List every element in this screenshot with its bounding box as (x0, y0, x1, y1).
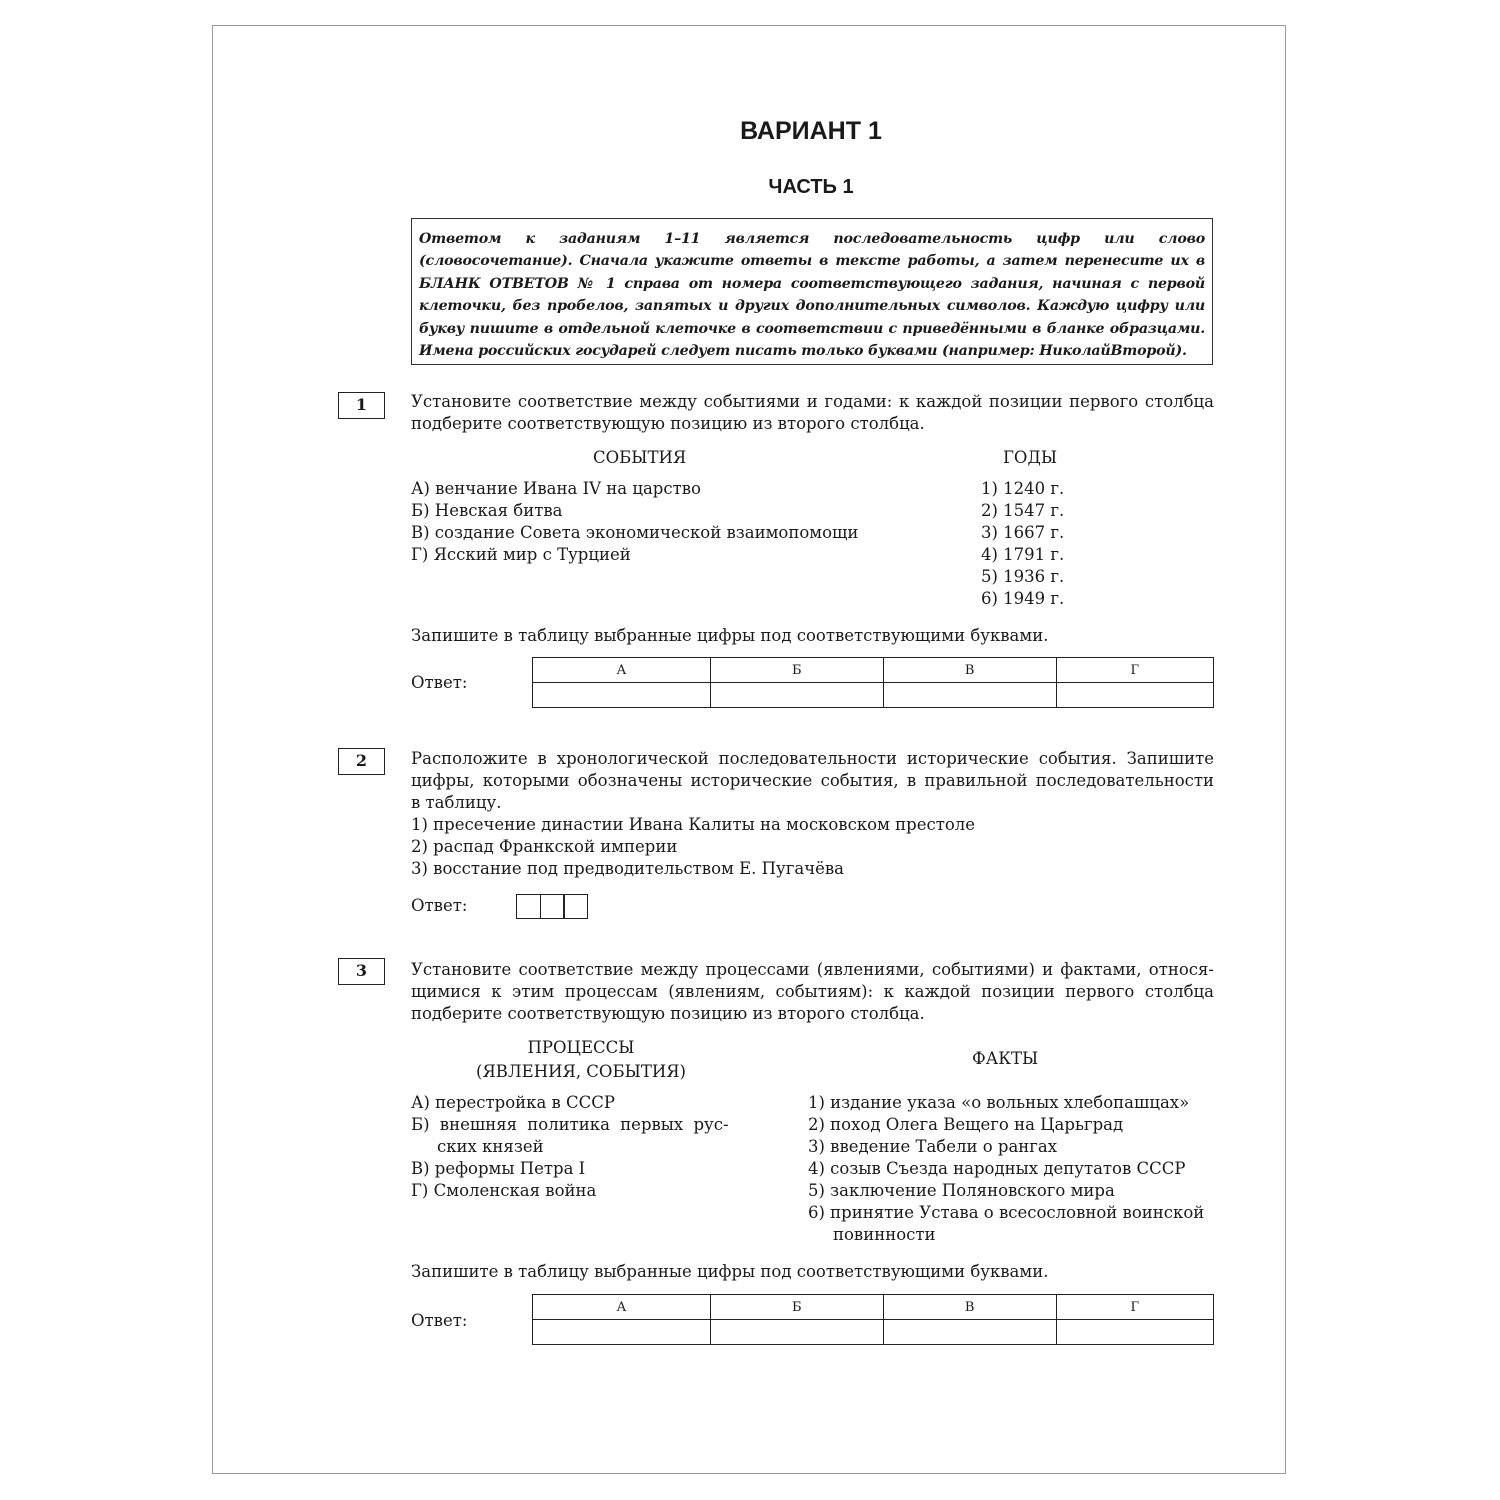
header-line: ПРОЦЕССЫ (527, 1038, 635, 1057)
list-item: 2) поход Олега Вещего на Царьград (808, 1115, 1124, 1134)
list-item: В) реформы Петра I (411, 1159, 586, 1178)
column-header: А (533, 658, 711, 683)
task2-list (411, 814, 975, 880)
instruction-box: Ответом к заданиям 1–11 является последовательность цифр или слово (словосочетание). Сначала укажите ответы в тексте работы, а затем перенесите их в БЛАНК ОТВЕТОВ № 1 справа от номера соответствующего задания, начиная с первой клеточки, без пробелов, запятых и других дополнительных символов. Каждую цифру или букву пишите в отдельной клеточке в соответствии с приведёнными в бланке образцами. Имена российских государей следует писать только буквами (например: НиколайВторой). (411, 218, 1213, 365)
list-item: 5) заключение Поляновского мира (808, 1181, 1115, 1200)
task-number-1: 1 (338, 392, 385, 419)
answer-cell[interactable] (1056, 1320, 1213, 1345)
list-item: 5) 1936 г. (981, 567, 1065, 586)
list-item: ских князей (437, 1137, 544, 1156)
list-item: 2) 1547 г. (981, 501, 1065, 520)
list-item: 1) пресечение династии Ивана Калиты на московском престоле (411, 815, 976, 834)
task-number-3: 3 (338, 958, 385, 985)
list-item: повинности (833, 1225, 936, 1244)
column-header: Г (1056, 1295, 1213, 1320)
list-item: Б) Невская битва (411, 501, 563, 520)
list-item: В) создание Совета экономической взаимопомощи (411, 523, 859, 542)
column-header: В (883, 658, 1056, 683)
column-header: Г (1056, 658, 1213, 683)
answer-cell[interactable] (883, 683, 1056, 708)
list-item: 1) 1240 г. (981, 479, 1065, 498)
answer-cell[interactable] (533, 1320, 711, 1345)
task1-answer-table (532, 657, 1214, 708)
task2-line: цифры, которыми обозначены исторические события, в правильной последовательности (411, 771, 1214, 790)
list-item: 6) 1949 г. (981, 589, 1065, 608)
task1-left-list (411, 478, 858, 566)
answer-cell[interactable] (533, 683, 711, 708)
task2-answer-cells[interactable] (517, 894, 588, 919)
column-header: Б (710, 1295, 883, 1320)
list-item: 4) 1791 г. (981, 545, 1065, 564)
answer-cell[interactable] (883, 1320, 1056, 1345)
list-item: Б) внешняя политика первых рус- (411, 1115, 729, 1134)
task3-answer-table (532, 1294, 1214, 1345)
list-item: 4) созыв Съезда народных депутатов СССР (808, 1159, 1186, 1178)
task3-right-header: ФАКТЫ (972, 1049, 1039, 1068)
task1-line: подберите соответствующую позицию из второго столбца. (411, 414, 925, 433)
task3-right-list (808, 1092, 1204, 1246)
answer-label: Ответ: (411, 673, 468, 692)
answer-cell[interactable] (1056, 683, 1213, 708)
task2-line: в таблицу. (411, 793, 502, 812)
task1-left-header: СОБЫТИЯ (593, 448, 687, 467)
task1-text (411, 391, 1214, 435)
list-item: Г) Ясский мир с Турцией (411, 545, 631, 564)
task3-text (411, 959, 1214, 1025)
list-item: А) перестройка в СССР (411, 1093, 616, 1112)
part-title: ЧАСТЬ 1 (768, 176, 854, 198)
task3-left-header (411, 1036, 751, 1084)
variant-title: ВАРИАНТ 1 (740, 117, 882, 145)
task3-write-instruction: Запишите в таблицу выбранные цифры под соответствующими буквами. (411, 1262, 1049, 1281)
answer-cell[interactable] (710, 683, 883, 708)
task-number-2: 2 (338, 748, 385, 775)
list-item: 3) 1667 г. (981, 523, 1065, 542)
answer-label: Ответ: (411, 1311, 468, 1330)
task1-right-list (981, 478, 1064, 610)
column-header: Б (710, 658, 883, 683)
task1-write-instruction: Запишите в таблицу выбранные цифры под соответствующими буквами. (411, 626, 1049, 645)
column-header: А (533, 1295, 711, 1320)
task3-line: щимися к этим процессам (явлениям, событиям): к каждой позиции первого столбца (411, 982, 1214, 1001)
task1-line: Установите соответствие между событиями и годами: к каждой позиции первого столбца (411, 392, 1214, 411)
list-item: 3) введение Табели о рангах (808, 1137, 1058, 1156)
answer-label: Ответ: (411, 896, 468, 915)
list-item: 3) восстание под предводительством Е. Пугачёва (411, 859, 844, 878)
task3-line: подберите соответствующую позицию из второго столбца. (411, 1004, 925, 1023)
list-item: 1) издание указа «о вольных хлебопашцах» (808, 1093, 1190, 1112)
task1-right-header: ГОДЫ (1003, 448, 1058, 467)
task3-line: Установите соответствие между процессами (явлениями, событиями) и фактами, относя- (411, 960, 1214, 979)
column-header: В (883, 1295, 1056, 1320)
list-item: 2) распад Франкской империи (411, 837, 678, 856)
task3-left-list (411, 1092, 729, 1202)
answer-cell[interactable] (710, 1320, 883, 1345)
header-line: (ЯВЛЕНИЯ, СОБЫТИЯ) (476, 1062, 686, 1081)
list-item: 6) принятие Устава о всесословной воинской (808, 1203, 1205, 1222)
list-item: Г) Смоленская война (411, 1181, 597, 1200)
task2-line: Расположите в хронологической последовательности исторические события. Запишите (411, 749, 1214, 768)
list-item: А) венчание Ивана IV на царство (411, 479, 701, 498)
task2-text (411, 748, 1214, 814)
